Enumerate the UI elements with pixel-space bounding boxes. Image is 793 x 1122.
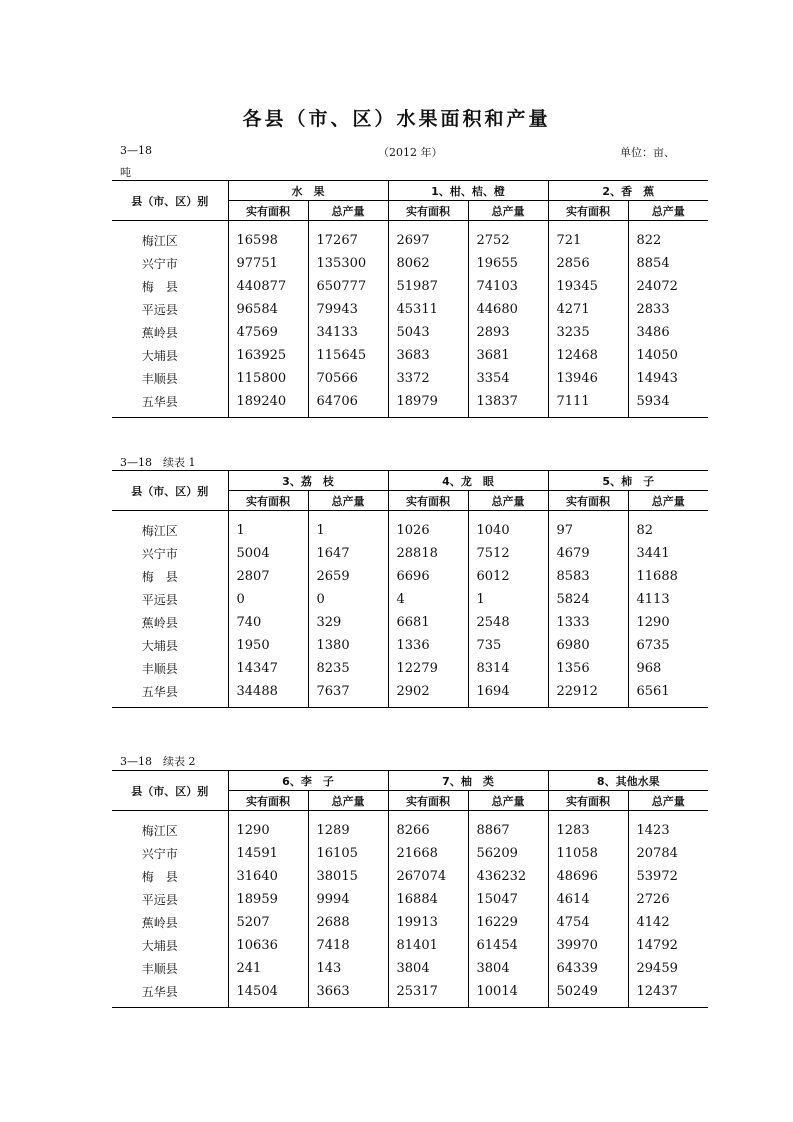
region-name: 梅江区 [112,511,228,543]
output-value: 2726 [636,892,670,907]
area-value: 51987 [388,275,468,298]
area-value: 6980 [548,634,628,657]
fruit-table-3 [112,770,708,1008]
area-header: 实有面积 [548,791,628,811]
area-value: 12468 [548,344,628,367]
area-value: 5004 [228,542,308,565]
area-header: 实有面积 [548,491,628,511]
area-value: 22912 [548,680,628,708]
output-value: 82 [636,523,654,538]
region-name: 大埔县 [112,344,228,367]
area-value: 4754 [548,911,628,934]
area-value: 18959 [228,888,308,911]
output-value: 38015 [308,865,388,888]
output-value: 8854 [636,256,670,271]
region-name: 五华县 [112,980,228,1008]
output-value: 20784 [636,846,678,861]
output-value: 3663 [308,980,388,1008]
output-value: 29459 [636,961,678,976]
area-value: 5043 [388,321,468,344]
area-header: 实有面积 [388,791,468,811]
output-value: 8867 [468,811,548,843]
area-value: 16598 [228,221,308,253]
output-value: 10014 [468,980,548,1008]
area-value: 1333 [548,611,628,634]
output-header: 总产量 [468,791,548,811]
table-row [112,957,708,980]
output-value: 2688 [308,911,388,934]
area-header: 实有面积 [388,491,468,511]
area-value: 1950 [228,634,308,657]
area-value: 28818 [388,542,468,565]
output-value: 329 [308,611,388,634]
region-name: 蕉岭县 [112,611,228,634]
area-value: 241 [228,957,308,980]
output-header: 总产量 [628,201,708,221]
output-value: 135300 [308,252,388,275]
page-title: 各县（市、区）水果面积和产量 [242,108,551,130]
table-row [112,980,708,1008]
fruit-table-1 [112,180,708,418]
output-value: 8314 [468,657,548,680]
fruit-table-2 [112,470,708,708]
table-row [112,221,708,253]
output-header: 总产量 [308,491,388,511]
table-row [112,888,708,911]
output-value: 143 [308,957,388,980]
area-value: 1290 [228,811,308,843]
area-value: 50249 [548,980,628,1008]
output-value: 7637 [308,680,388,708]
area-value: 4271 [548,298,628,321]
area-value: 7111 [548,390,628,418]
output-value: 3804 [468,957,548,980]
area-value: 47569 [228,321,308,344]
table-caption-3: 3—18 续表 2 [120,755,196,768]
area-value: 1283 [548,811,628,843]
row-header: 县（市、区）别 [112,181,228,221]
output-value: 7418 [308,934,388,957]
region-name: 五华县 [112,390,228,418]
region-name: 平远县 [112,298,228,321]
output-header: 总产量 [468,491,548,511]
output-value: 79943 [308,298,388,321]
output-value: 4113 [636,592,670,607]
year-label: （2012 年） [378,146,443,159]
output-value: 1040 [468,511,548,543]
output-value: 13837 [468,390,548,418]
area-header: 实有面积 [228,491,308,511]
area-value: 31640 [228,865,308,888]
region-name: 丰顺县 [112,657,228,680]
region-name: 大埔县 [112,934,228,957]
table-row [112,865,708,888]
region-name: 大埔县 [112,634,228,657]
output-header: 总产量 [308,791,388,811]
area-value: 81401 [388,934,468,957]
area-value: 4 [388,588,468,611]
output-value: 115645 [308,344,388,367]
output-value: 16105 [308,842,388,865]
region-name: 梅江区 [112,811,228,843]
output-value: 12437 [628,980,708,1008]
table-row [112,588,708,611]
table-row [112,542,708,565]
area-value: 64339 [548,957,628,980]
table-row [112,367,708,390]
row-header: 县（市、区）别 [112,771,228,811]
output-value: 1 [308,511,388,543]
area-value: 267074 [388,865,468,888]
area-header: 实有面积 [228,201,308,221]
output-value: 19655 [468,252,548,275]
table-row [112,657,708,680]
area-value: 2902 [388,680,468,708]
area-value: 34488 [228,680,308,708]
area-value: 163925 [228,344,308,367]
area-value: 14504 [228,980,308,1008]
output-value: 6012 [468,565,548,588]
area-value: 1356 [548,657,628,680]
area-value: 5207 [228,911,308,934]
area-value: 2697 [388,221,468,253]
output-value: 14792 [636,938,678,953]
output-value: 56209 [468,842,548,865]
output-value: 968 [636,661,662,676]
output-value: 7512 [468,542,548,565]
output-value: 44680 [468,298,548,321]
output-value: 2548 [468,611,548,634]
table-caption-2: 3—18 续表 1 [120,456,196,469]
output-value: 3441 [636,546,670,561]
table-row [112,565,708,588]
group-header: 水 果 [228,181,388,201]
output-value: 1380 [308,634,388,657]
area-value: 12279 [388,657,468,680]
output-value: 17267 [308,221,388,253]
output-value: 5934 [628,390,708,418]
group-header: 8、其他水果 [548,771,708,791]
output-value: 2833 [636,302,670,317]
area-value: 48696 [548,865,628,888]
area-value: 14591 [228,842,308,865]
table-row [112,390,708,418]
area-header: 实有面积 [388,201,468,221]
output-value: 11688 [636,569,678,584]
region-name: 蕉岭县 [112,911,228,934]
table-row [112,252,708,275]
group-header: 4、龙 眼 [388,471,548,491]
area-value: 189240 [228,390,308,418]
area-value: 740 [228,611,308,634]
output-value: 650777 [308,275,388,298]
table-row [112,680,708,708]
area-value: 14347 [228,657,308,680]
area-value: 10636 [228,934,308,957]
output-value: 2659 [308,565,388,588]
region-name: 丰顺县 [112,957,228,980]
output-value: 3486 [636,325,670,340]
table-row [112,842,708,865]
area-value: 19345 [548,275,628,298]
unit-label: 单位：亩、 [620,146,675,159]
output-value: 9994 [308,888,388,911]
output-header: 总产量 [308,201,388,221]
area-value: 115800 [228,367,308,390]
output-value: 1289 [308,811,388,843]
output-value: 1647 [308,542,388,565]
output-value: 1423 [636,823,670,838]
output-value: 16229 [468,911,548,934]
table-number: 3—18 [120,144,152,157]
area-value: 96584 [228,298,308,321]
area-value: 3235 [548,321,628,344]
area-value: 4679 [548,542,628,565]
output-value: 74103 [468,275,548,298]
region-name: 梅江区 [112,221,228,253]
output-value: 8235 [308,657,388,680]
area-value: 97 [548,511,628,543]
area-value: 11058 [548,842,628,865]
area-value: 97751 [228,252,308,275]
output-header: 总产量 [628,791,708,811]
area-value: 21668 [388,842,468,865]
output-value: 0 [308,588,388,611]
area-value: 721 [548,221,628,253]
area-value: 8266 [388,811,468,843]
region-name: 梅 县 [112,565,228,588]
group-header: 1、柑、桔、橙 [388,181,548,201]
group-header: 7、柚 类 [388,771,548,791]
area-value: 8062 [388,252,468,275]
area-value: 3372 [388,367,468,390]
group-header: 6、李 子 [228,771,388,791]
group-header: 5、柿 子 [548,471,708,491]
table-row [112,511,708,543]
area-value: 25317 [388,980,468,1008]
table-row [112,298,708,321]
area-value: 39970 [548,934,628,957]
area-value: 16884 [388,888,468,911]
output-header: 总产量 [468,201,548,221]
area-value: 3804 [388,957,468,980]
output-value: 6561 [628,680,708,708]
output-value: 64706 [308,390,388,418]
area-value: 3683 [388,344,468,367]
area-value: 18979 [388,390,468,418]
output-value: 24072 [636,279,678,294]
region-name: 蕉岭县 [112,321,228,344]
region-name: 兴宁市 [112,842,228,865]
region-name: 平远县 [112,588,228,611]
output-value: 34133 [308,321,388,344]
group-header: 2、香 蕉 [548,181,708,201]
output-value: 2893 [468,321,548,344]
area-header: 实有面积 [548,201,628,221]
table-row [112,911,708,934]
area-value: 6696 [388,565,468,588]
output-value: 822 [636,233,662,248]
output-value: 53972 [636,869,678,884]
area-value: 8583 [548,565,628,588]
area-value: 1 [228,511,308,543]
output-value: 6735 [636,638,670,653]
region-name: 兴宁市 [112,252,228,275]
region-name: 兴宁市 [112,542,228,565]
table-row [112,634,708,657]
table-row [112,321,708,344]
output-value: 70566 [308,367,388,390]
region-name: 梅 县 [112,275,228,298]
area-value: 1336 [388,634,468,657]
unit-label-continued: 吨 [120,166,131,179]
output-value: 1694 [468,680,548,708]
output-header: 总产量 [628,491,708,511]
output-value: 735 [468,634,548,657]
output-value: 3354 [468,367,548,390]
region-name: 丰顺县 [112,367,228,390]
area-value: 45311 [388,298,468,321]
output-value: 1 [468,588,548,611]
region-name: 平远县 [112,888,228,911]
region-name: 梅 县 [112,865,228,888]
output-value: 14943 [636,371,678,386]
area-value: 440877 [228,275,308,298]
area-value: 19913 [388,911,468,934]
output-value: 14050 [636,348,678,363]
table-row [112,344,708,367]
region-name: 五华县 [112,680,228,708]
output-value: 4142 [636,915,670,930]
row-header: 县（市、区）别 [112,471,228,511]
area-value: 6681 [388,611,468,634]
area-value: 0 [228,588,308,611]
table-row [112,275,708,298]
area-value: 2807 [228,565,308,588]
output-value: 3681 [468,344,548,367]
table-row [112,811,708,843]
output-value: 15047 [468,888,548,911]
table-row [112,611,708,634]
area-value: 13946 [548,367,628,390]
output-value: 61454 [468,934,548,957]
area-value: 2856 [548,252,628,275]
output-value: 436232 [468,865,548,888]
group-header: 3、荔 枝 [228,471,388,491]
output-value: 1290 [636,615,670,630]
area-value: 4614 [548,888,628,911]
area-header: 实有面积 [228,791,308,811]
area-value: 5824 [548,588,628,611]
table-row [112,934,708,957]
area-value: 1026 [388,511,468,543]
output-value: 2752 [468,221,548,253]
